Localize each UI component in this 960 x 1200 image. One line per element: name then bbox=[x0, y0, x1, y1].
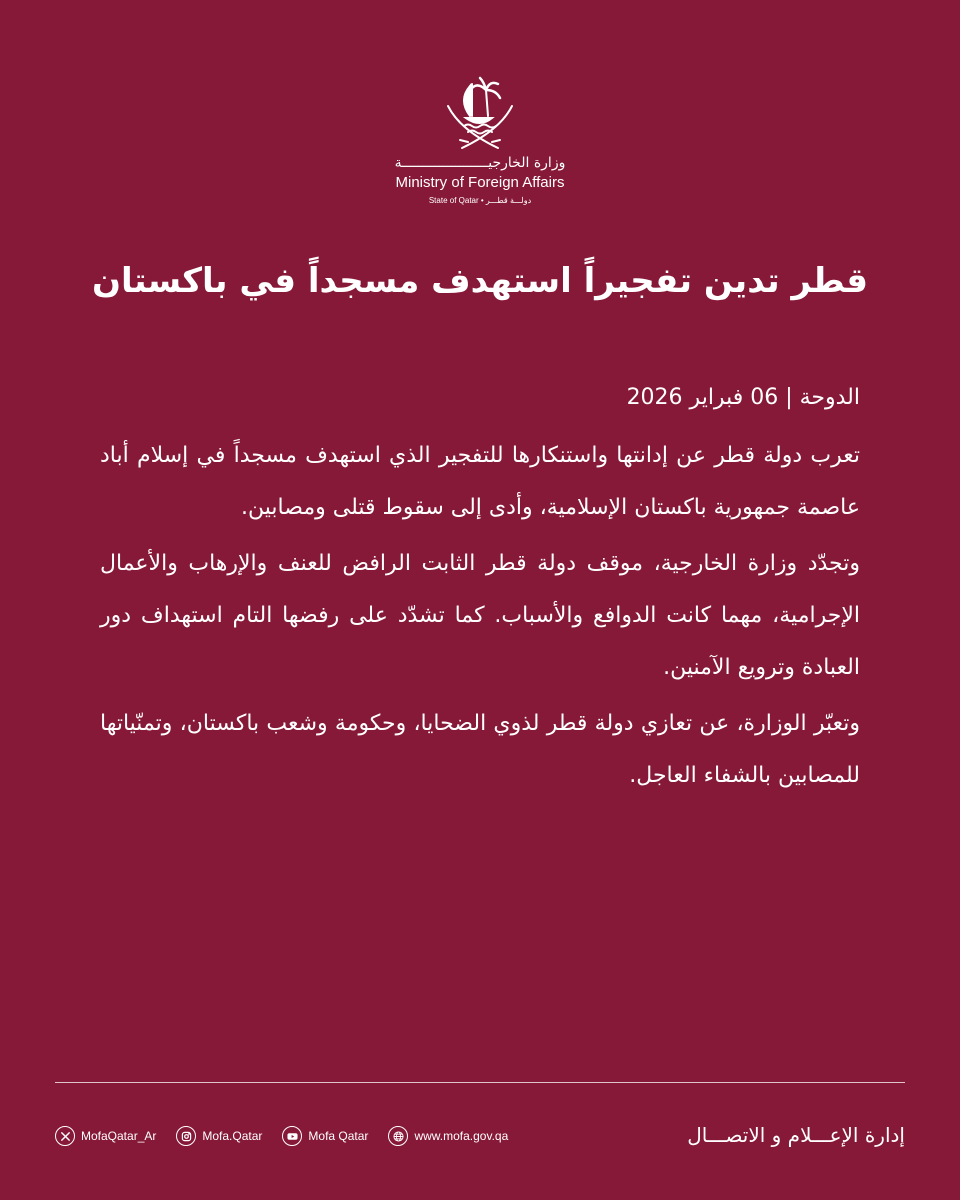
social-label-youtube: Mofa Qatar bbox=[308, 1129, 369, 1143]
state-of-qatar-line: State of Qatar • دولـــة قطـــر bbox=[428, 196, 532, 205]
qatar-emblem-icon bbox=[440, 72, 520, 152]
social-label-website: www.mofa.gov.qa bbox=[414, 1129, 509, 1143]
social-label-x: MofaQatar_Ar bbox=[81, 1129, 157, 1143]
statement-title: قطر تدين تفجيراً استهدف مسجداً في باكستان bbox=[92, 261, 868, 301]
footer-divider bbox=[55, 1082, 905, 1083]
paragraph-3: وتعبّر الوزارة، عن تعازي دولة قطر لذوي الضحايا، وحكومة وشعب باكستان، وتمنّياتها للمصابين بالشفاء العاجل. bbox=[100, 711, 860, 788]
paragraph-2: وتجدّد وزارة الخارجية، موقف دولة قطر الثابت الرافض للعنف والإرهاب والأعمال الإجرامية، مهما كانت الدوافع والأسباب. كما تشدّد على رفضها التام استهداف دور العبادة وترويع الآمنين. bbox=[100, 551, 860, 680]
social-label-instagram: Mofa.Qatar bbox=[202, 1129, 263, 1143]
media-department: إدارة الإعـــلام و الاتصـــال bbox=[687, 1123, 905, 1147]
social-link-x[interactable] bbox=[55, 1126, 156, 1146]
dateline: الدوحة | 06 فبراير 2026 bbox=[626, 385, 860, 410]
ministry-name-arabic: وزارة الخارجيـــــــــــــــــــــة bbox=[394, 155, 566, 171]
statement-body bbox=[100, 372, 860, 806]
social-link-website[interactable] bbox=[388, 1126, 508, 1146]
social-links bbox=[55, 1126, 528, 1146]
globe-icon bbox=[388, 1126, 408, 1146]
footer bbox=[55, 1120, 905, 1156]
social-link-youtube[interactable] bbox=[282, 1126, 368, 1146]
paragraph-1: تعرب دولة قطر عن إدانتها واستنكارها للتفجير الذي استهدف مسجداً في إسلام أباد عاصمة جمهورية باكستان الإسلامية، وأدى إلى سقوط قتلى ومصابين. bbox=[100, 443, 860, 520]
ministry-logo bbox=[380, 72, 580, 207]
ministry-name-english: Ministry of Foreign Affairs bbox=[395, 174, 565, 191]
instagram-icon bbox=[176, 1126, 196, 1146]
social-link-instagram[interactable] bbox=[176, 1126, 262, 1146]
x-icon bbox=[55, 1126, 75, 1146]
youtube-icon bbox=[282, 1126, 302, 1146]
